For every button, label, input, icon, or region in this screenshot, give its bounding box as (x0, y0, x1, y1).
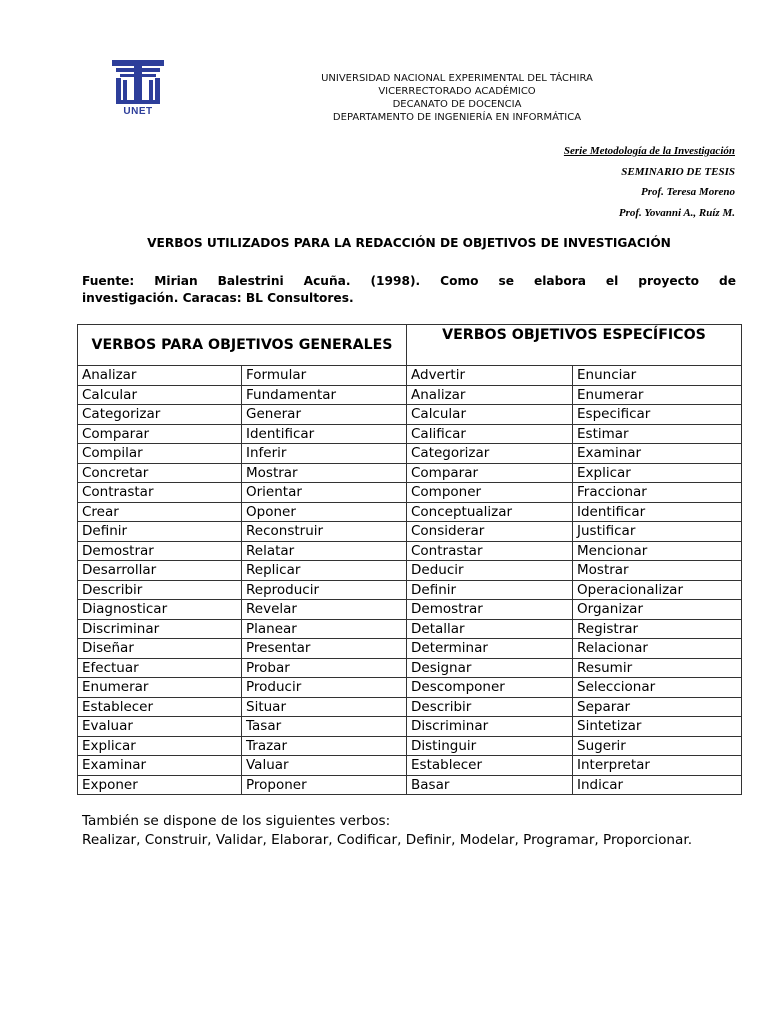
source-line: Fuente: Mirian Balestrini Acuña. (1998). Como se elabora el proyecto de (82, 274, 736, 288)
specific-verb-cell: Organizar (573, 600, 742, 620)
general-verb-cell: Diagnosticar (78, 600, 242, 620)
specific-verb-cell: Analizar (407, 385, 573, 405)
specific-verb-cell: Sintetizar (573, 717, 742, 737)
table-row (78, 600, 742, 620)
general-verb-cell: Orientar (242, 483, 407, 503)
note-verb-list: Realizar, Construir, Validar, Elaborar, Codificar, Definir, Modelar, Programar, Proporcionar. (82, 831, 693, 848)
table-row (78, 385, 742, 405)
general-verb-cell: Trazar (242, 736, 407, 756)
specific-verb-cell: Estimar (573, 424, 742, 444)
specific-verb-cell: Definir (407, 580, 573, 600)
general-verb-cell: Replicar (242, 561, 407, 581)
general-verb-cell: Formular (242, 366, 407, 386)
logo-text: UNET (123, 106, 153, 117)
specific-verb-cell: Resumir (573, 658, 742, 678)
note-intro: También se dispone de los siguientes verbos: (82, 813, 391, 829)
general-verb-cell: Tasar (242, 717, 407, 737)
series-block (564, 141, 735, 223)
table-row (78, 775, 742, 795)
general-verb-cell: Identificar (242, 424, 407, 444)
general-verb-cell: Calcular (78, 385, 242, 405)
specific-verb-cell: Justificar (573, 522, 742, 542)
table-row (78, 463, 742, 483)
source-line: investigación. Caracas: BL Consultores. (82, 291, 354, 305)
specific-verb-cell: Establecer (407, 756, 573, 776)
header-general-verbs: VERBOS PARA OBJETIVOS GENERALES (78, 325, 407, 366)
general-verb-cell: Relatar (242, 541, 407, 561)
specific-verb-cell: Considerar (407, 522, 573, 542)
table-row (78, 483, 742, 503)
university-logo (110, 58, 166, 120)
specific-verb-cell: Examinar (573, 444, 742, 464)
specific-verb-cell: Detallar (407, 619, 573, 639)
general-verb-cell: Generar (242, 405, 407, 425)
specific-verb-cell: Categorizar (407, 444, 573, 464)
specific-verb-cell: Especificar (573, 405, 742, 425)
institution-line: UNIVERSIDAD NACIONAL EXPERIMENTAL DEL TÁCHIRA (321, 73, 593, 84)
specific-verb-cell: Fraccionar (573, 483, 742, 503)
specific-verb-cell: Demostrar (407, 600, 573, 620)
institution-line: DECANATO DE DOCENCIA (392, 99, 522, 110)
series-title: Serie Metodología de la Investigación (563, 145, 735, 157)
general-verb-cell: Mostrar (242, 463, 407, 483)
table-row (78, 756, 742, 776)
table-row (78, 522, 742, 542)
table-row (78, 639, 742, 659)
seminar-title: SEMINARIO DE TESIS (621, 165, 735, 178)
specific-verb-cell: Calcular (407, 405, 573, 425)
general-verb-cell: Compilar (78, 444, 242, 464)
general-verb-cell: Analizar (78, 366, 242, 386)
general-verb-cell: Fundamentar (242, 385, 407, 405)
institution-header (270, 72, 644, 124)
table-row (78, 541, 742, 561)
general-verb-cell: Crear (78, 502, 242, 522)
general-verb-cell: Evaluar (78, 717, 242, 737)
general-verb-cell: Situar (242, 697, 407, 717)
general-verb-cell: Enumerar (78, 678, 242, 698)
specific-verb-cell: Operacionalizar (573, 580, 742, 600)
general-verb-cell: Describir (78, 580, 242, 600)
table-header-row (78, 325, 742, 366)
institution-line: DEPARTAMENTO DE INGENIERÍA EN INFORMÁTICA (332, 112, 582, 123)
professor-name: Prof. Teresa Moreno (640, 186, 735, 198)
specific-verb-cell: Discriminar (407, 717, 573, 737)
general-verb-cell: Explicar (78, 736, 242, 756)
general-verb-cell: Demostrar (78, 541, 242, 561)
source-citation (82, 273, 736, 307)
table-row (78, 658, 742, 678)
specific-verb-cell: Advertir (407, 366, 573, 386)
specific-verb-cell: Enumerar (573, 385, 742, 405)
general-verb-cell: Desarrollar (78, 561, 242, 581)
table-row (78, 424, 742, 444)
specific-verb-cell: Contrastar (407, 541, 573, 561)
specific-verb-cell: Calificar (407, 424, 573, 444)
table-row (78, 502, 742, 522)
specific-verb-cell: Sugerir (573, 736, 742, 756)
table-row (78, 580, 742, 600)
professor-name: Prof. Yovanni A., Ruíz M. (618, 206, 735, 219)
specific-verb-cell: Componer (407, 483, 573, 503)
general-verb-cell: Reconstruir (242, 522, 407, 542)
general-verb-cell: Concretar (78, 463, 242, 483)
table-body (78, 366, 742, 795)
specific-verb-cell: Distinguir (407, 736, 573, 756)
general-verb-cell: Efectuar (78, 658, 242, 678)
general-verb-cell: Examinar (78, 756, 242, 776)
specific-verb-cell: Deducir (407, 561, 573, 581)
table-row (78, 619, 742, 639)
table-row (78, 561, 742, 581)
specific-verb-cell: Identificar (573, 502, 742, 522)
general-verb-cell: Planear (242, 619, 407, 639)
specific-verb-cell: Enunciar (573, 366, 742, 386)
specific-verb-cell: Basar (407, 775, 573, 795)
general-verb-cell: Oponer (242, 502, 407, 522)
table-row (78, 736, 742, 756)
general-verb-cell: Valuar (242, 756, 407, 776)
general-verb-cell: Diseñar (78, 639, 242, 659)
verbs-table (77, 324, 742, 795)
specific-verb-cell: Describir (407, 697, 573, 717)
specific-verb-cell: Mostrar (573, 561, 742, 581)
general-verb-cell: Definir (78, 522, 242, 542)
general-verb-cell: Probar (242, 658, 407, 678)
general-verb-cell: Establecer (78, 697, 242, 717)
general-verb-cell: Revelar (242, 600, 407, 620)
specific-verb-cell: Explicar (573, 463, 742, 483)
table-row (78, 366, 742, 386)
specific-verb-cell: Designar (407, 658, 573, 678)
specific-verb-cell: Separar (573, 697, 742, 717)
table-row (78, 678, 742, 698)
table-row (78, 444, 742, 464)
specific-verb-cell: Interpretar (573, 756, 742, 776)
institution-line: VICERRECTORADO ACADÉMICO (378, 86, 536, 97)
general-verb-cell: Proponer (242, 775, 407, 795)
specific-verb-cell: Registrar (573, 619, 742, 639)
general-verb-cell: Inferir (242, 444, 407, 464)
general-verb-cell: Discriminar (78, 619, 242, 639)
general-verb-cell: Contrastar (78, 483, 242, 503)
specific-verb-cell: Descomponer (407, 678, 573, 698)
general-verb-cell: Comparar (78, 424, 242, 444)
specific-verb-cell: Determinar (407, 639, 573, 659)
general-verb-cell: Presentar (242, 639, 407, 659)
specific-verb-cell: Indicar (573, 775, 742, 795)
document-title: VERBOS UTILIZADOS PARA LA REDACCIÓN DE OBJETIVOS DE INVESTIGACIÓN (147, 236, 671, 250)
specific-verb-cell: Relacionar (573, 639, 742, 659)
specific-verb-cell: Comparar (407, 463, 573, 483)
specific-verb-cell: Mencionar (573, 541, 742, 561)
additional-verbs-note (82, 812, 736, 849)
table-row (78, 405, 742, 425)
unet-emblem-icon (110, 58, 166, 108)
general-verb-cell: Exponer (78, 775, 242, 795)
specific-verb-cell: Seleccionar (573, 678, 742, 698)
general-verb-cell: Reproducir (242, 580, 407, 600)
header-specific-verbs: VERBOS OBJETIVOS ESPECÍFICOS (407, 325, 742, 366)
general-verb-cell: Producir (242, 678, 407, 698)
table-row (78, 717, 742, 737)
specific-verb-cell: Conceptualizar (407, 502, 573, 522)
general-verb-cell: Categorizar (78, 405, 242, 425)
table-row (78, 697, 742, 717)
